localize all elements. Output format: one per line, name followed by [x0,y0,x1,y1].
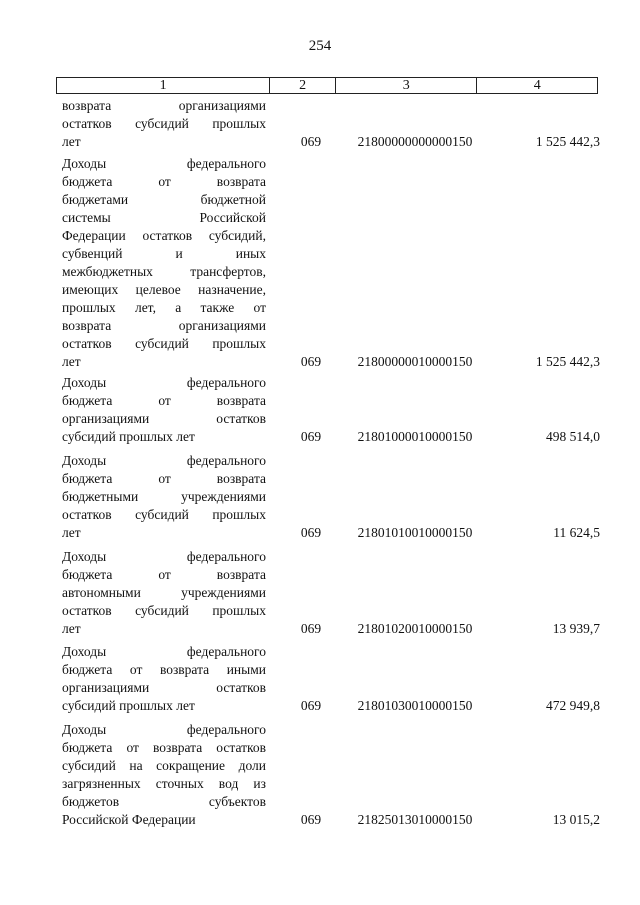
row-description [62,155,266,371]
description-line: возврата организациями [62,98,266,113]
description-line: организациями остатков [62,411,266,426]
description-line: Доходы федерального [62,375,266,390]
description-line: бюджетными учреждениями [62,489,266,504]
table-row [62,374,602,446]
description-line: загрязненных сточных вод из [62,776,266,791]
description-line: лет [62,621,81,636]
row-kbk: 21800000000000150 [357,134,473,149]
row-kbk: 21800000010000150 [357,354,473,369]
row-description [62,721,266,829]
table-row [62,721,602,829]
description-line: автономными учреждениями [62,585,266,600]
row-description [62,452,266,542]
description-line: межбюджетных трансфертов, [62,264,266,279]
description-line: Доходы федерального [62,453,266,468]
row-description [62,97,266,151]
description-line: субсидий прошлых лет [62,698,195,713]
row-kbk: 21801020010000150 [357,621,473,636]
description-line: бюджета от возврата [62,567,266,582]
row-kbk: 21801010010000150 [357,525,473,540]
row-kbk: 21801000010000150 [357,429,473,444]
description-line: бюджета от возврата [62,393,266,408]
row-kbk: 21825013010000150 [357,812,473,827]
description-line: лет [62,134,81,149]
description-line: возврата организациями [62,318,266,333]
row-code: 069 [300,525,322,540]
row-amount: 13 015,2 [552,812,600,827]
row-kbk: 21801030010000150 [357,698,473,713]
row-description [62,374,266,446]
row-amount: 1 525 442,3 [535,134,600,149]
row-amount: 13 939,7 [552,621,600,636]
description-line: субвенций и иных [62,246,266,261]
row-code: 069 [300,354,322,369]
row-amount: 498 514,0 [546,429,600,444]
description-line: Доходы федерального [62,722,266,737]
description-line: бюджетов субъектов [62,794,266,809]
description-line: бюджета от возврата [62,174,266,189]
table-row [62,643,602,715]
description-line: Российской Федерации [62,812,196,827]
description-line: системы Российской [62,210,266,225]
row-amount: 11 624,5 [553,525,600,540]
description-line: прошлых лет, а также от [62,300,266,315]
description-line: остатков субсидий прошлых [62,116,266,131]
row-code: 069 [300,621,322,636]
description-line: бюджета от возврата [62,471,266,486]
page-number: 254 [308,38,332,54]
description-line: Доходы федерального [62,549,266,564]
row-code: 069 [300,812,322,827]
table-row [62,97,602,151]
column-header-2: 2 [270,78,336,93]
description-line: имеющих целевое назначение, [62,282,266,297]
description-line: Доходы федерального [62,644,266,659]
row-description [62,548,266,638]
description-line: остатков субсидий прошлых [62,336,266,351]
description-line: субсидий прошлых лет [62,429,195,444]
description-line: остатков субсидий прошлых [62,507,266,522]
description-line: субсидий на сокращение доли [62,758,266,773]
description-line: остатков субсидий прошлых [62,603,266,618]
row-code: 069 [300,134,322,149]
description-line: Доходы федерального [62,156,266,171]
column-header-4: 4 [533,78,541,93]
row-description [62,643,266,715]
table-row [62,452,602,542]
description-line: бюджета от возврата иными [62,662,266,677]
table-header [56,77,598,94]
table-row [62,155,602,371]
table-row [62,548,602,638]
description-line: бюджета от возврата остатков [62,740,266,755]
row-amount: 1 525 442,3 [535,354,600,369]
description-line: лет [62,525,81,540]
row-amount: 472 949,8 [546,698,600,713]
row-code: 069 [300,429,322,444]
column-header-1: 1 [57,78,270,93]
description-line: Федерации остатков субсидий, [62,228,266,243]
column-header-3: 3 [336,78,477,93]
description-line: лет [62,354,81,369]
row-code: 069 [300,698,322,713]
description-line: бюджетами бюджетной [62,192,266,207]
description-line: организациями остатков [62,680,266,695]
